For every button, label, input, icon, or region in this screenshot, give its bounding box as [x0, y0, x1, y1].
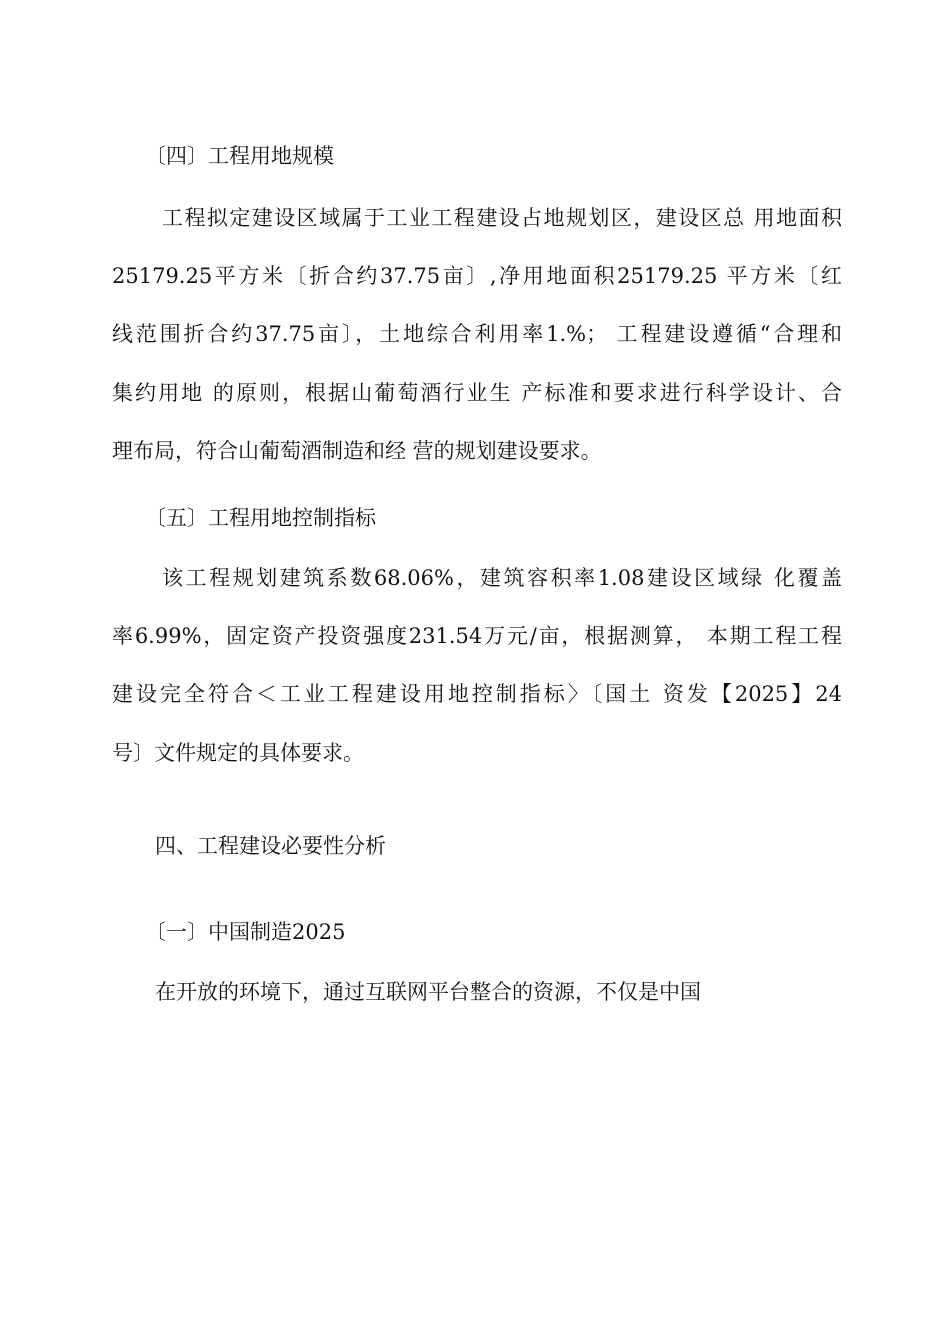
paragraph-line: 号〕文件规定的具体要求。	[112, 740, 364, 765]
section-5-heading: 〔五〕工程用地控制指标	[145, 506, 376, 530]
paragraph-line: 25179.25平方米〔折合约37.75亩〕,净用地面积25179.25 平方米〔红	[112, 264, 842, 289]
subsection-1-paragraph-line: 在开放的环境下，通过互联网平台整合的资源，不仅是中国	[155, 980, 701, 1004]
chapter-4-heading: 四、工程建设必要性分析	[155, 834, 386, 858]
paragraph-line: 理布局，符合山葡萄酒制造和经 营的规划建设要求。	[112, 438, 602, 463]
paragraph-line: 线范围折合约37.75亩〕，土地综合利用率1.%； 工程建设遵循“合理和	[112, 322, 842, 347]
section-5-paragraph	[112, 549, 842, 782]
paragraph-line: 该工程规划建筑系数68.06%，建筑容积率1.08建设区域绿 化覆盖	[162, 566, 842, 590]
paragraph-line: 率6.99%，固定资产投资强度231.54万元/亩，根据测算， 本期工程工程	[112, 624, 842, 649]
paragraph-line: 工程拟定建设区域属于工业工程建设占地规划区，建设区总 用地面积	[162, 206, 842, 230]
subsection-1-heading: 〔一〕中国制造2025	[145, 920, 346, 944]
paragraph-line: 建设完全符合＜工业工程建设用地控制指标〉〔国土 资发【2025】24	[112, 682, 842, 707]
paragraph-line: 集约用地 的原则，根据山葡萄酒行业生 产标准和要求进行科学设计、合	[112, 380, 842, 405]
section-4-paragraph	[112, 189, 842, 480]
section-4-heading: 〔四〕工程用地规模	[145, 144, 334, 168]
